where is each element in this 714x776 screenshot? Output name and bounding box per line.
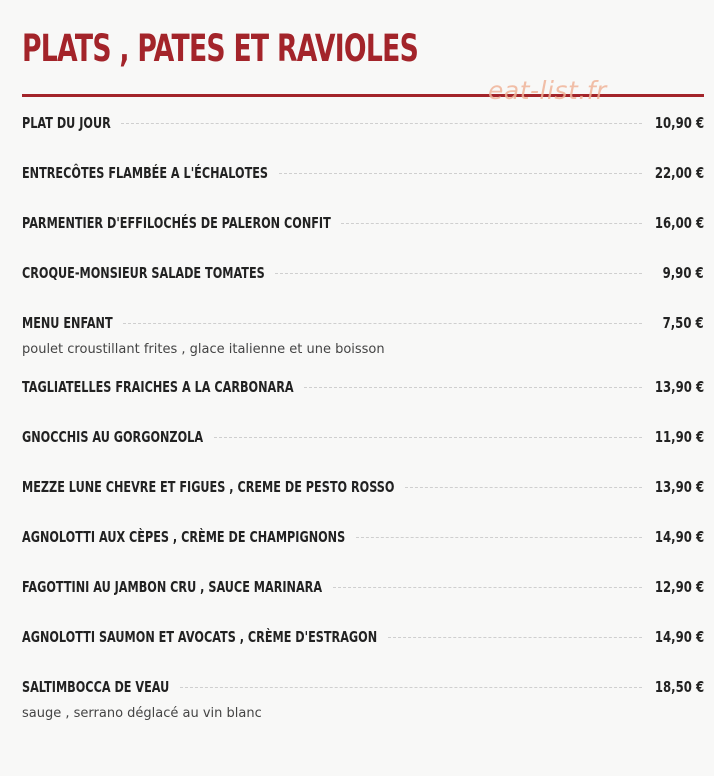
- dotted-leader: [333, 587, 642, 588]
- menu-item-price: 14,90 €: [654, 528, 704, 546]
- menu-item-name: PARMENTIER D'EFFILOCHÉS DE PALERON CONFIT: [22, 214, 331, 232]
- dotted-leader: [121, 123, 642, 124]
- menu-item: [22, 425, 704, 449]
- menu-item-description: poulet croustillant frites , glace italienne et une boisson: [22, 342, 385, 357]
- menu-item: [22, 525, 704, 549]
- menu-item: [22, 575, 704, 599]
- menu-item-name: SALTIMBOCCA DE VEAU: [22, 678, 170, 696]
- menu-item-price: 22,00 €: [654, 164, 704, 182]
- menu-item-name: AGNOLOTTI AUX CÈPES , CRÈME DE CHAMPIGNONS: [22, 528, 346, 546]
- menu-item-name: ENTRECÔTES FLAMBÉE A L'ÉCHALOTES: [22, 164, 269, 182]
- dotted-leader: [304, 387, 642, 388]
- dotted-leader: [279, 173, 642, 174]
- menu-item: [22, 111, 704, 135]
- menu-item: [22, 625, 704, 649]
- menu-item: [22, 675, 704, 699]
- dotted-leader: [123, 323, 642, 324]
- menu-item-price: 14,90 €: [654, 628, 704, 646]
- menu-item: [22, 211, 704, 235]
- dotted-leader: [214, 437, 642, 438]
- menu-item-price: 9,90 €: [662, 264, 704, 282]
- menu-item-name: AGNOLOTTI SAUMON ET AVOCATS , CRÈME D'ESTRAGON: [22, 628, 378, 646]
- menu-item-name: GNOCCHIS AU GORGONZOLA: [22, 428, 204, 446]
- menu-item: [22, 375, 704, 399]
- menu-item-price: 10,90 €: [654, 114, 704, 132]
- menu-item-price: 12,90 €: [654, 578, 704, 596]
- menu-item-name: MEZZE LUNE CHEVRE ET FIGUES , CREME DE PESTO ROSSO: [22, 478, 395, 496]
- menu-item-price: 13,90 €: [654, 378, 704, 396]
- menu-item-price: 11,90 €: [654, 428, 704, 446]
- menu-item-name: MENU ENFANT: [22, 314, 113, 332]
- dotted-leader: [405, 487, 642, 488]
- menu-item-name: PLAT DU JOUR: [22, 114, 111, 132]
- menu-item-price: 7,50 €: [662, 314, 704, 332]
- menu-item: [22, 261, 704, 285]
- page-title: PLATS , PATES ET RAVIOLES: [22, 27, 419, 70]
- dotted-leader: [388, 637, 642, 638]
- dotted-leader: [341, 223, 642, 224]
- menu-item-description: sauge , serrano déglacé au vin blanc: [22, 706, 262, 721]
- menu-item: [22, 161, 704, 185]
- menu-item: [22, 475, 704, 499]
- menu-item-name: CROQUE-MONSIEUR SALADE TOMATES: [22, 264, 265, 282]
- menu-item: [22, 311, 704, 335]
- watermark: eat-list.fr: [488, 76, 607, 105]
- dotted-leader: [180, 687, 642, 688]
- menu-item-price: 18,50 €: [654, 678, 704, 696]
- menu-item-name: FAGOTTINI AU JAMBON CRU , SAUCE MARINARA: [22, 578, 323, 596]
- dotted-leader: [356, 537, 642, 538]
- menu-item-name: TAGLIATELLES FRAICHES A LA CARBONARA: [22, 378, 294, 396]
- menu-item-price: 13,90 €: [654, 478, 704, 496]
- dotted-leader: [275, 273, 642, 274]
- menu-item-price: 16,00 €: [654, 214, 704, 232]
